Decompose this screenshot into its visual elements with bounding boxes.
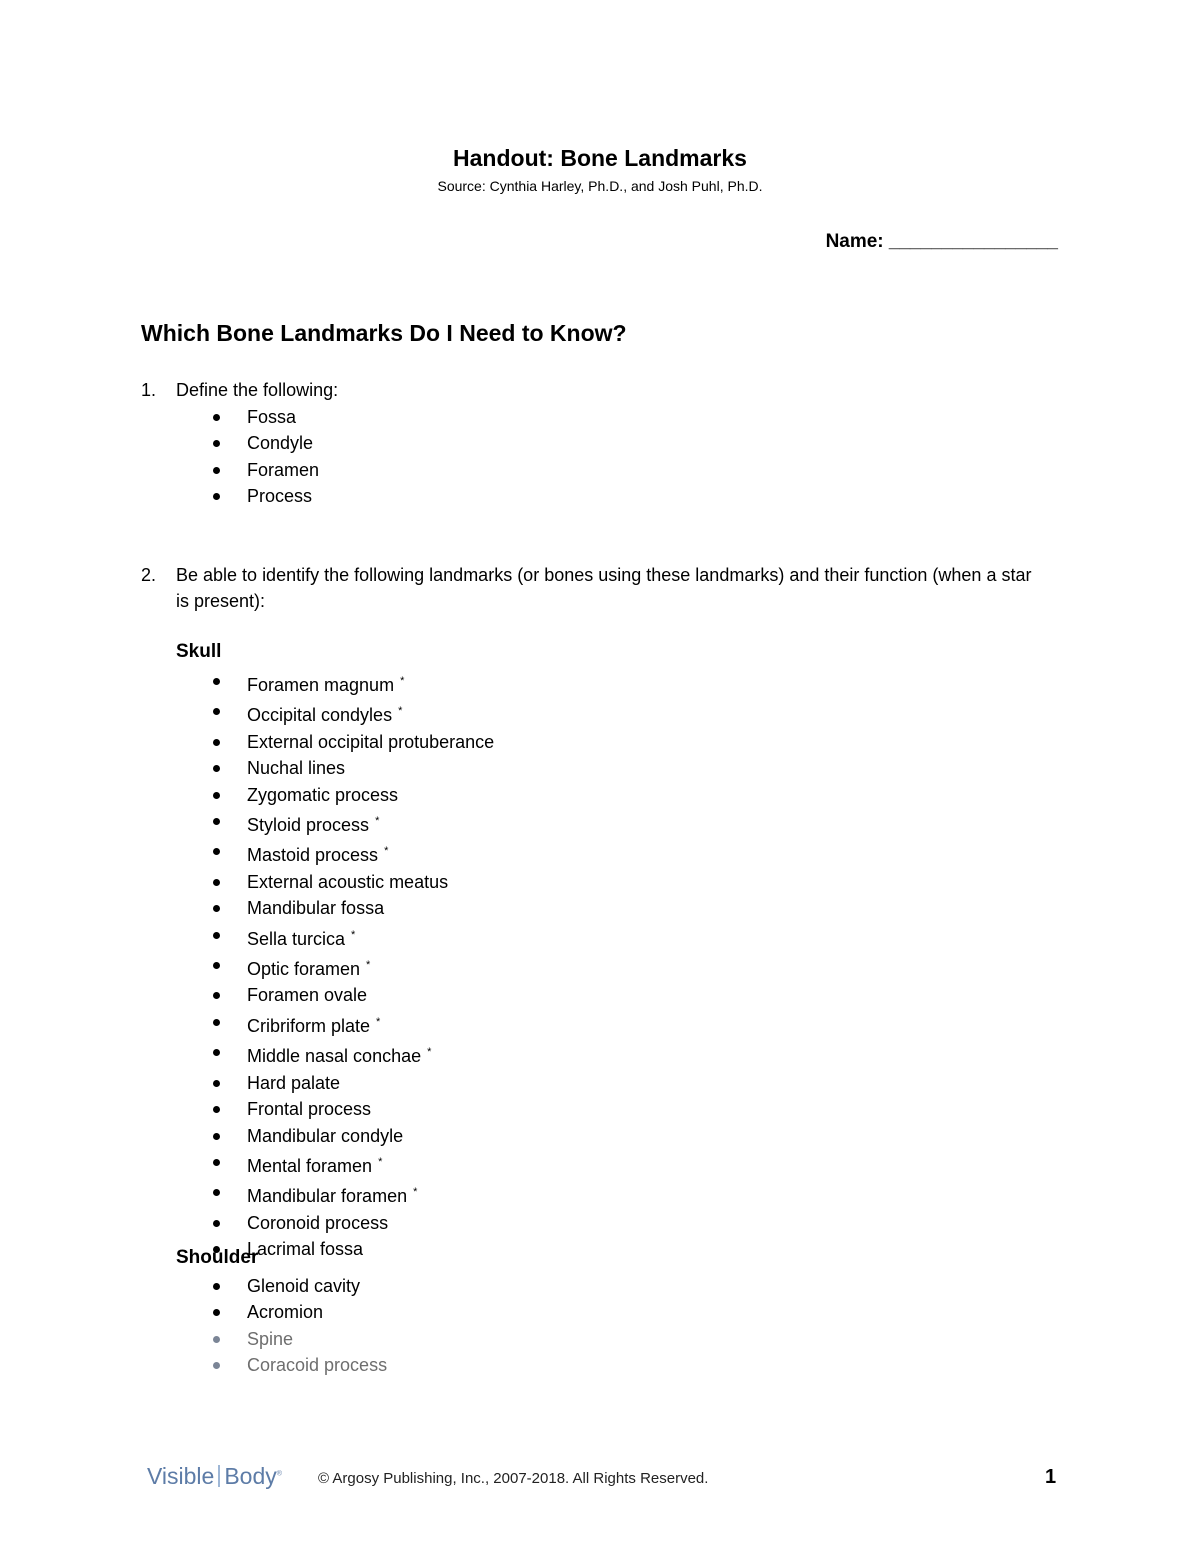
copyright-text: © Argosy Publishing, Inc., 2007-2018. All Rights Reserved. xyxy=(318,1470,709,1487)
bullet-icon xyxy=(213,1283,220,1290)
bullet-icon xyxy=(213,962,220,969)
bullet-icon xyxy=(213,1106,220,1113)
list-item-label: External occipital protuberance xyxy=(247,731,495,752)
list-item-label: Sella turcica xyxy=(247,928,346,949)
list-item-label: Condyle xyxy=(247,433,314,454)
list-item-label: Mastoid process xyxy=(247,845,379,866)
list-item-label: Middle nasal conchae xyxy=(247,1046,422,1067)
list-item-label: Spine xyxy=(247,1328,294,1349)
logo-visible-text: Visible xyxy=(147,1463,215,1489)
name-field: Name: ________________ xyxy=(825,231,1058,252)
bullet-icon xyxy=(213,493,220,500)
bullet-icon xyxy=(213,1189,220,1196)
bullet-icon xyxy=(213,1362,220,1369)
define-list xyxy=(210,404,319,510)
list-item xyxy=(210,838,494,868)
list-item-label: Foramen xyxy=(247,459,320,480)
list-item xyxy=(210,1039,494,1069)
list-item xyxy=(210,755,494,781)
star-marker: * xyxy=(398,705,403,718)
question-2-text: Be able to identify the following landmarks (or bones using these landmarks) and their function (when a star is present): xyxy=(176,565,1032,611)
list-item-label: Fossa xyxy=(247,407,297,427)
bullet-icon xyxy=(213,1080,220,1087)
list-item-label: Styloid process xyxy=(247,815,370,836)
list-item xyxy=(210,1352,387,1378)
list-item-label: Glenoid cavity xyxy=(247,1276,361,1296)
bullet-icon xyxy=(213,905,220,912)
list-item-label: Coracoid process xyxy=(247,1355,388,1376)
list-item-label: Process xyxy=(247,486,313,507)
question-1-text: Define the following: xyxy=(176,380,339,400)
source-line: Source: Cynthia Harley, Ph.D., and Josh Puhl, Ph.D. xyxy=(437,178,763,194)
list-item xyxy=(210,1123,494,1149)
bullet-icon xyxy=(213,879,220,886)
list-item xyxy=(210,1096,494,1122)
list-item xyxy=(210,430,319,456)
skull-list xyxy=(210,668,494,1263)
list-item-label: Coronoid process xyxy=(247,1212,389,1233)
list-item-label: Frontal process xyxy=(247,1099,372,1120)
list-item xyxy=(210,952,494,982)
list-item xyxy=(210,1326,387,1352)
list-item xyxy=(210,1009,494,1039)
list-item-label: Foramen ovale xyxy=(247,985,368,1006)
shoulder-list xyxy=(210,1273,387,1379)
star-marker: * xyxy=(351,928,356,941)
list-item xyxy=(210,922,494,952)
question-2 xyxy=(141,562,1046,614)
list-item-label: Mandibular condyle xyxy=(247,1125,404,1146)
bullet-icon xyxy=(213,992,220,999)
list-item-label: Optic foramen xyxy=(247,959,361,980)
list-item-label: Cribriform plate xyxy=(247,1015,371,1036)
bullet-icon xyxy=(213,848,220,855)
list-item xyxy=(210,698,494,728)
bullet-icon xyxy=(213,678,220,685)
list-item xyxy=(210,729,494,755)
list-item-label: Nuchal lines xyxy=(247,758,346,779)
star-marker: * xyxy=(427,1046,432,1059)
list-item-label: Hard palate xyxy=(247,1072,341,1093)
section-heading: Which Bone Landmarks Do I Need to Know? xyxy=(141,320,627,346)
list-item xyxy=(210,1070,494,1096)
logo-separator xyxy=(218,1465,220,1487)
page-title: Handout: Bone Landmarks xyxy=(453,145,747,171)
bullet-icon xyxy=(213,1049,220,1056)
skull-heading: Skull xyxy=(176,641,222,662)
list-item xyxy=(210,668,494,698)
list-item-label: Mandibular foramen xyxy=(247,1186,408,1207)
bullet-icon xyxy=(213,440,220,447)
bullet-icon xyxy=(213,467,220,474)
list-item xyxy=(210,1299,387,1325)
bullet-icon xyxy=(213,1336,220,1343)
list-item xyxy=(210,782,494,808)
star-marker: * xyxy=(375,815,380,828)
list-item-label: Mandibular fossa xyxy=(247,898,385,919)
bullet-icon xyxy=(213,818,220,825)
star-marker: * xyxy=(376,1015,381,1028)
star-marker: * xyxy=(384,845,389,858)
star-marker: * xyxy=(400,675,405,687)
shoulder-heading: Shoulder xyxy=(176,1247,259,1268)
star-marker: * xyxy=(366,959,371,972)
bullet-icon xyxy=(213,1019,220,1026)
list-item-label: Mental foramen xyxy=(247,1155,373,1176)
list-item xyxy=(210,1273,387,1299)
list-item-label: External acoustic meatus xyxy=(247,871,449,892)
list-item-label: Foramen magnum xyxy=(247,675,395,695)
question-1-number: 1. xyxy=(141,380,157,400)
bullet-icon xyxy=(213,708,220,715)
list-item xyxy=(210,483,319,509)
bullet-icon xyxy=(213,739,220,746)
list-item-label: Occipital condyles xyxy=(247,705,393,726)
star-marker: * xyxy=(378,1155,383,1168)
bullet-icon xyxy=(213,414,220,421)
question-1 xyxy=(141,377,1046,403)
list-item-label: Acromion xyxy=(247,1302,324,1323)
logo-body-text: Body xyxy=(224,1463,277,1489)
list-item xyxy=(210,1210,494,1236)
list-item xyxy=(210,457,319,483)
bullet-icon xyxy=(213,1159,220,1166)
bullet-icon xyxy=(213,1133,220,1140)
list-item xyxy=(210,808,494,838)
trademark-icon: ® xyxy=(276,1470,282,1478)
list-item xyxy=(210,895,494,921)
bullet-icon xyxy=(213,1220,220,1227)
list-item xyxy=(210,869,494,895)
list-item xyxy=(210,982,494,1008)
list-item-label: Zygomatic process xyxy=(247,784,399,805)
list-item xyxy=(210,404,319,430)
list-item xyxy=(210,1179,494,1209)
page-number: 1 xyxy=(1045,1466,1057,1488)
bullet-icon xyxy=(213,1309,220,1316)
bullet-icon xyxy=(213,792,220,799)
bullet-icon xyxy=(213,765,220,772)
question-2-number: 2. xyxy=(141,565,157,585)
star-marker: * xyxy=(413,1186,418,1199)
list-item xyxy=(210,1149,494,1179)
visible-body-logo xyxy=(147,1463,282,1490)
bullet-icon xyxy=(213,932,220,939)
list-item-label: Lacrimal fossa xyxy=(247,1239,364,1260)
